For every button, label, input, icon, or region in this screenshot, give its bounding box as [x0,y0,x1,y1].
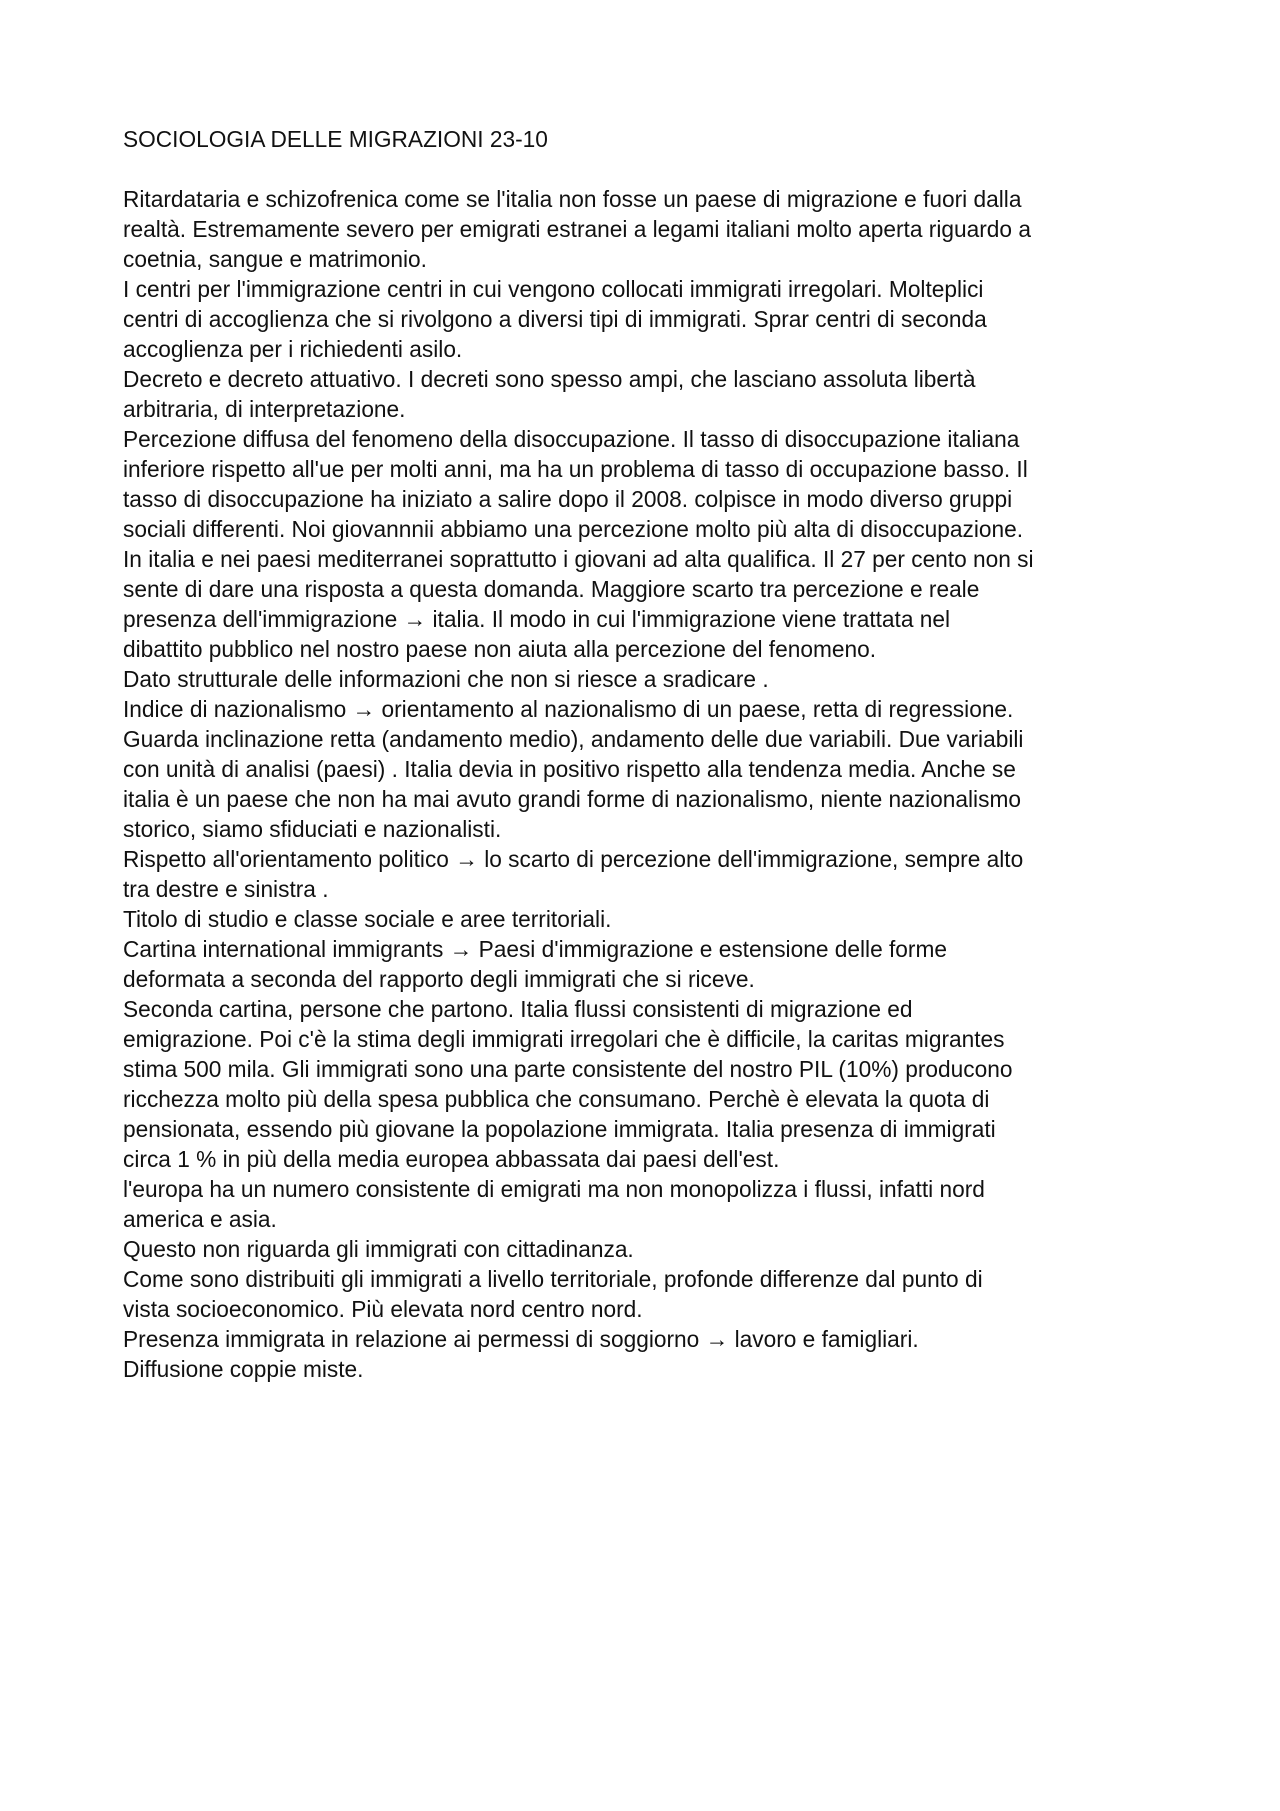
text-line: Questo non riguarda gli immigrati con cittadinanza. [123,1236,634,1262]
text-line: Presenza immigrata in relazione ai permessi di soggiorno → lavoro e famigliari. [123,1326,919,1352]
text-line: Ritardataria e schizofrenica come se l'italia non fosse un paese di migrazione e fuori dalla [123,186,1022,212]
text-line: arbitraria, di interpretazione. [123,396,406,422]
text-line: Seconda cartina, persone che partono. Italia flussi consistenti di migrazione ed [123,996,913,1022]
text-line: italia è un paese che non ha mai avuto grandi forme di nazionalismo, niente nazionalismo [123,786,1021,812]
text-line: stima 500 mila. Gli immigrati sono una parte consistente del nostro PIL (10%) producono [123,1056,1013,1082]
text-line: Decreto e decreto attuativo. I decreti sono spesso ampi, che lasciano assoluta libertà [123,366,976,392]
document-title: SOCIOLOGIA DELLE MIGRAZIONI 23-10 [123,126,548,152]
text-line: tra destre e sinistra . [123,876,329,902]
text-line: Guarda inclinazione retta (andamento medio), andamento delle due variabili. Due variabili [123,726,1024,752]
text-line: Titolo di studio e classe sociale e aree territoriali. [123,906,612,932]
document-body [123,124,1173,1384]
text-line: l'europa ha un numero consistente di emigrati ma non monopolizza i flussi, infatti nord [123,1176,985,1202]
text-line: circa 1 % in più della media europea abbassata dai paesi dell'est. [123,1146,780,1172]
text-line: sente di dare una risposta a questa domanda. Maggiore scarto tra percezione e reale [123,576,980,602]
text-line: inferiore rispetto all'ue per molti anni, ma ha un problema di tasso di occupazione basso. Il [123,456,1028,482]
text-line: Rispetto all'orientamento politico → lo scarto di percezione dell'immigrazione, sempre alto [123,846,1024,872]
text-line: Dato strutturale delle informazioni che non si riesce a sradicare . [123,666,769,692]
text-line: con unità di analisi (paesi) . Italia devia in positivo rispetto alla tendenza media. Anche se [123,756,1016,782]
text-line: america e asia. [123,1206,277,1232]
text-line: storico, siamo sfiduciati e nazionalisti. [123,816,502,842]
text-line: Percezione diffusa del fenomeno della disoccupazione. Il tasso di disoccupazione italiana [123,426,1020,452]
text-line: sociali differenti. Noi giovannnii abbiamo una percezione molto più alta di disoccupazione. [123,516,1024,542]
text-line: tasso di disoccupazione ha iniziato a salire dopo il 2008. colpisce in modo diverso gruppi [123,486,1013,512]
text-line: Diffusione coppie miste. [123,1356,364,1382]
text-line: emigrazione. Poi c'è la stima degli immigrati irregolari che è difficile, la caritas migrantes [123,1026,1005,1052]
document-text [123,184,1173,1384]
text-line: I centri per l'immigrazione centri in cui vengono collocati immigrati irregolari. Molteplici [123,276,984,302]
text-line: pensionata, essendo più giovane la popolazione immigrata. Italia presenza di immigrati [123,1116,996,1142]
text-line: accoglienza per i richiedenti asilo. [123,336,463,362]
text-line: Indice di nazionalismo → orientamento al nazionalismo di un paese, retta di regressione. [123,696,1014,722]
text-line: coetnia, sangue e matrimonio. [123,246,427,272]
text-line: dibattito pubblico nel nostro paese non aiuta alla percezione del fenomeno. [123,636,876,662]
text-line: presenza dell'immigrazione → italia. Il modo in cui l'immigrazione viene trattata nel [123,606,951,632]
text-line: Cartina international immigrants → Paesi d'immigrazione e estensione delle forme [123,936,947,962]
text-line: Come sono distribuiti gli immigrati a livello territoriale, profonde differenze dal punto di [123,1266,983,1292]
text-line: vista socioeconomico. Più elevata nord centro nord. [123,1296,643,1322]
text-line: ricchezza molto più della spesa pubblica che consumano. Perchè è elevata la quota di [123,1086,990,1112]
text-line: In italia e nei paesi mediterranei soprattutto i giovani ad alta qualifica. Il 27 per cento non si [123,546,1034,572]
text-line: centri di accoglienza che si rivolgono a diversi tipi di immigrati. Sprar centri di seconda [123,306,987,332]
text-line: deformata a seconda del rapporto degli immigrati che si riceve. [123,966,755,992]
text-line: realtà. Estremamente severo per emigrati estranei a legami italiani molto aperta riguardo a [123,216,1031,242]
